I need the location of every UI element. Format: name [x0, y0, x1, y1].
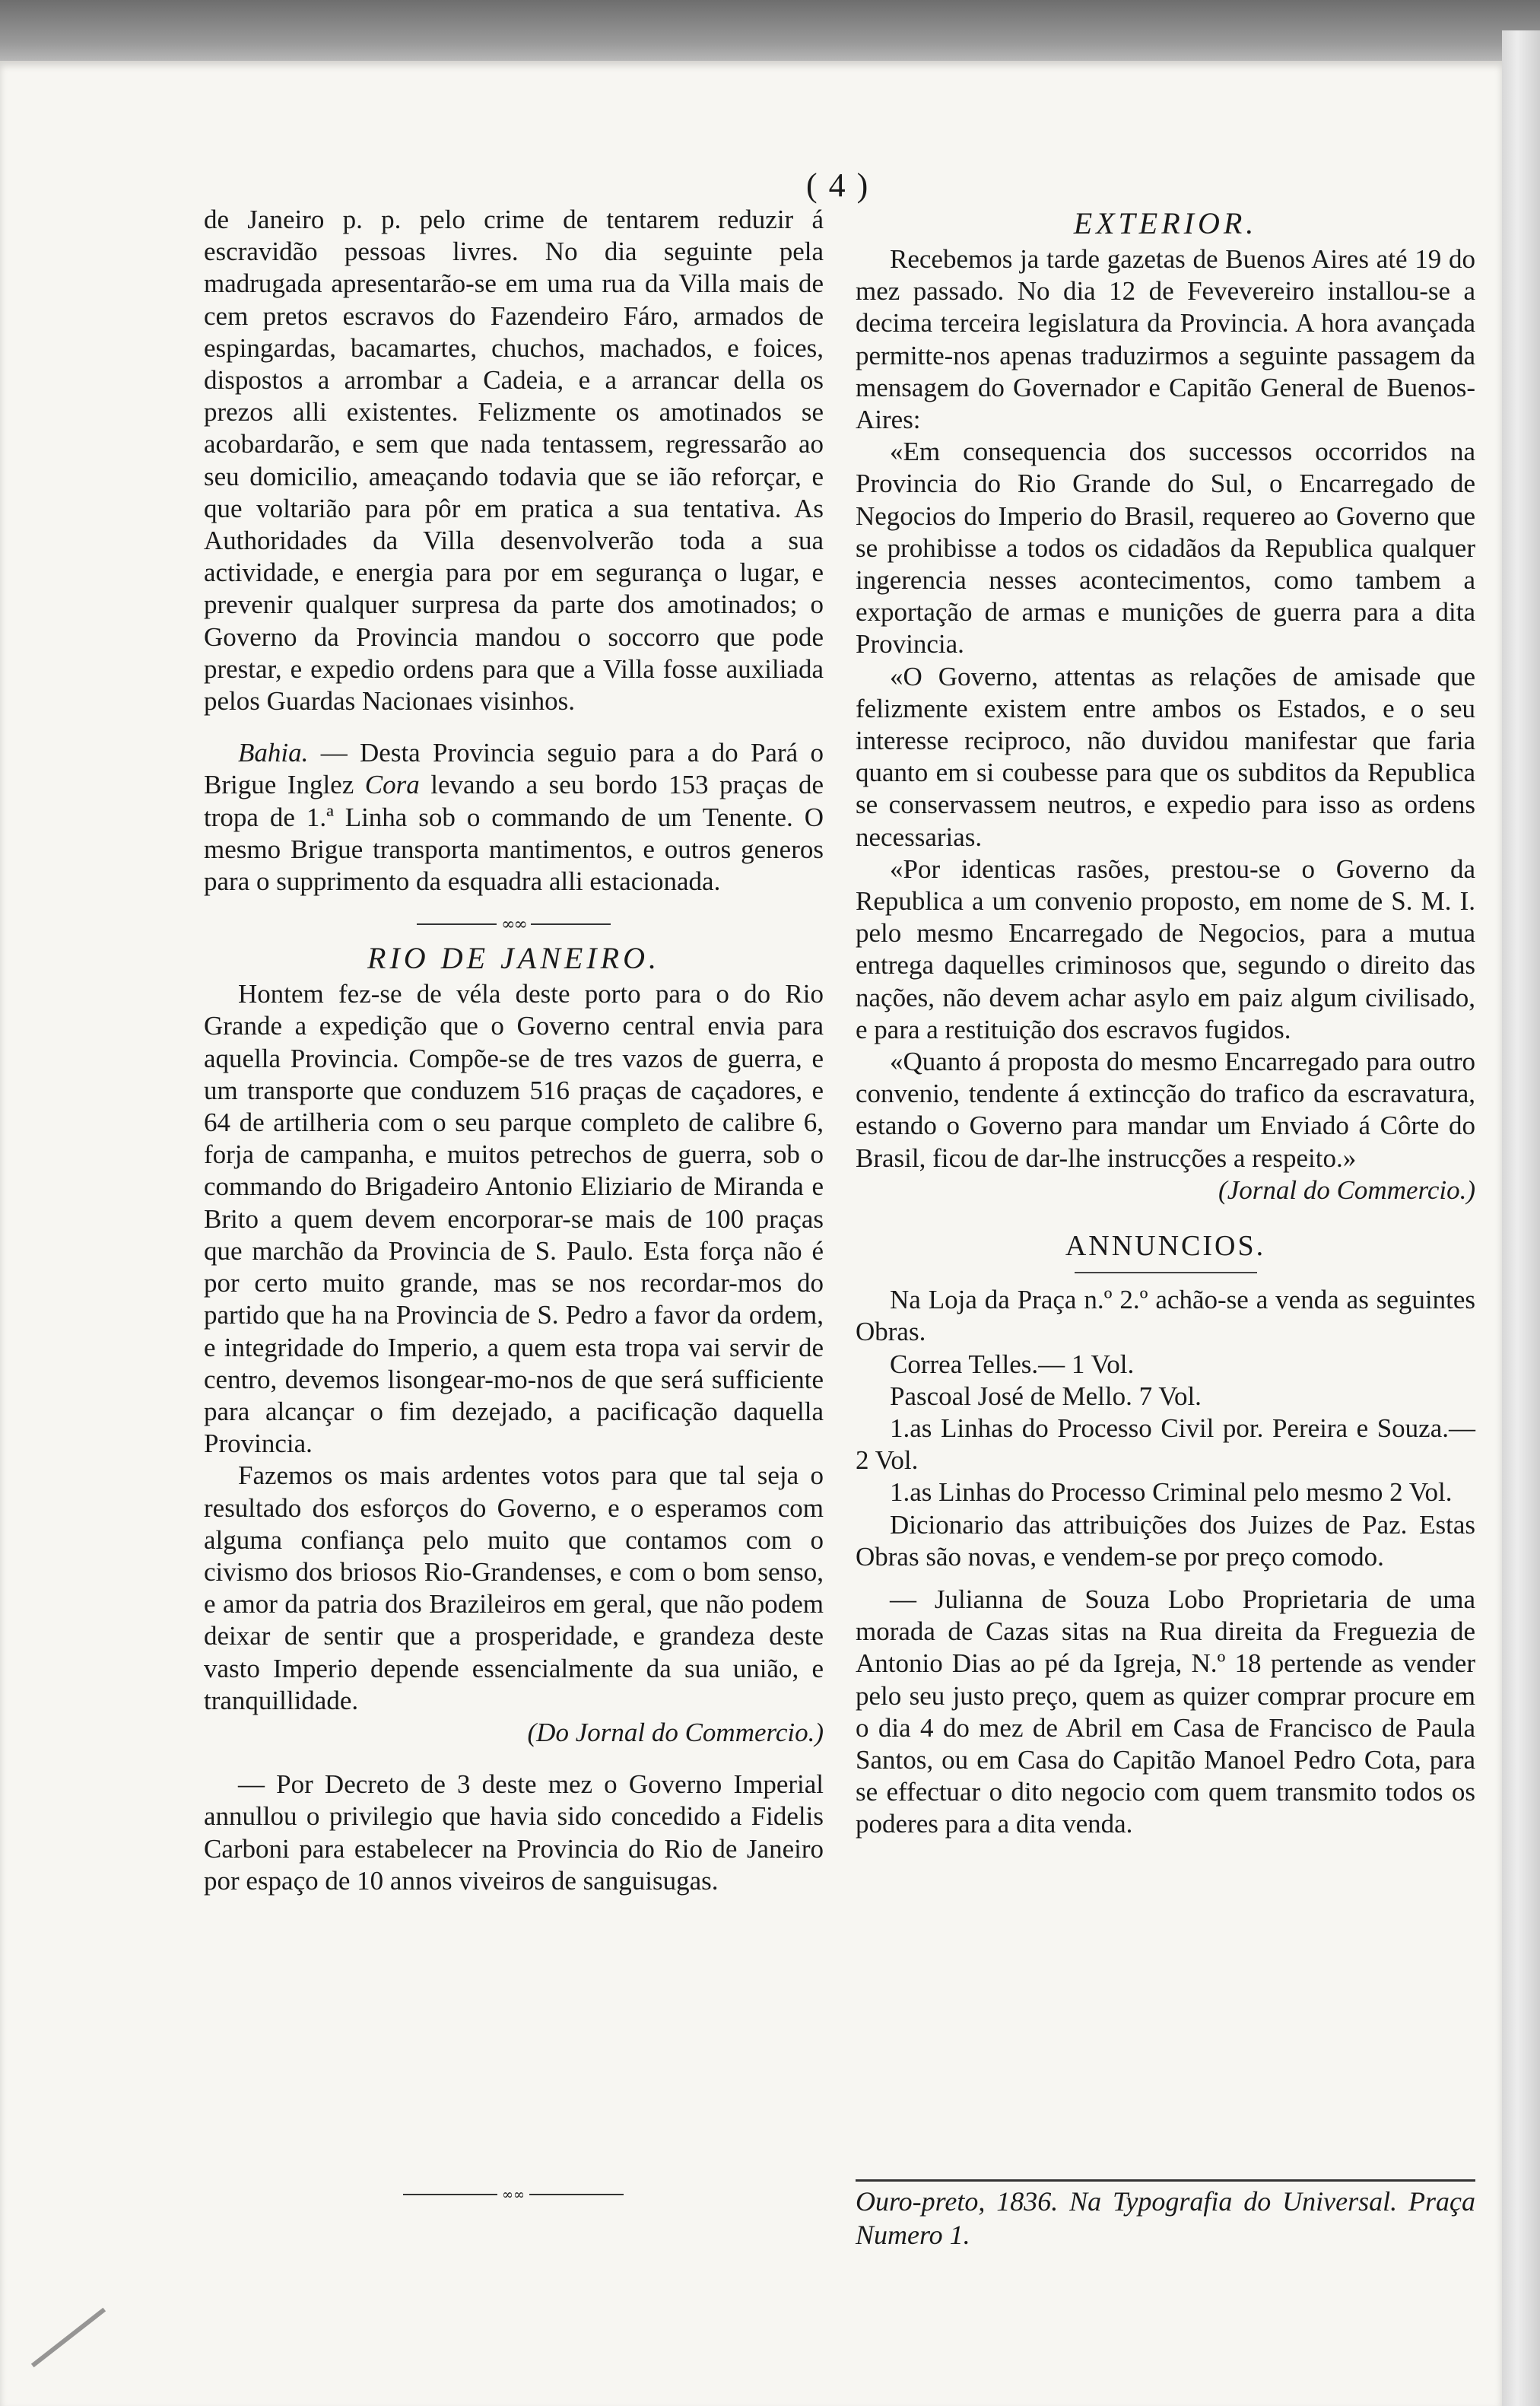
right-column	[856, 204, 1475, 1841]
rio-paragraph-2: Fazemos os mais ardentes votos para que tal seja o resultado dos esforços do Governo, e o esperamos com alguma confiança pelo muito que contamos com o civismo dos briosos Rio-Grandenses, e com o bom senso, e amor da patria dos Brazileiros em geral, que não podem deixar de sentir que a prosperidade, e grandeza deste vasto Imperio depende essencialmente da sua união, e tranquillidade.	[204, 1460, 824, 1715]
imprint: Ouro-preto, 1836. Na Typografia do Universal. Praça Numero 1.	[856, 2186, 1475, 2250]
footer-rule	[856, 2179, 1475, 2182]
annuncio-item: 1.as Linhas do Processo Criminal pelo mesmo 2 Vol.	[890, 1477, 1453, 1508]
annuncio-item: 1.as Linhas do Processo Civil por. Pereira e Souza.— 2 Vol.	[856, 1413, 1475, 1476]
annuncio-item: Pascoal José de Mello. 7 Vol.	[890, 1381, 1202, 1411]
page-number: ( 4 )	[806, 167, 870, 204]
bahia-text-2: levando a seu bordo 153 praças de tropa de 1.ª Linha sob o commando de um Tenente. O mesmo Brigue transporta mantimentos, e outros generos para o supprimento da esquadra alli estacionada.	[204, 770, 824, 897]
annuncio-item: Correa Telles.— 1 Vol.	[890, 1349, 1135, 1379]
exterior-paragraph-1: Recebemos ja tarde gazetas de Buenos Aires até 19 do mez passado. No dia 12 de Fevevereiro installou-se a decima terceira legislatura da Provincia. A hora avançada permitte-nos apenas traduzirmos a seguinte passagem da mensagem do Governador e Capitão General de Buenos-Aires:	[856, 244, 1475, 435]
rio-paragraph-1: Hontem fez-se de véla deste porto para o do Rio Grande a expedição que o Governo central envia para aquella Provincia. Compõe-se de tres vazos de guerra, e um transporte que conduzem 516 praças de caçadores, e 64 de artilheria com o seu parque completo de calibre 6, forja de campanha, e muitos petrechos de guerra, sob o commando do Brigadeiro Antonio Eliziario de Miranda e Brito a quem devem encorporar-se mais de 100 praças que marchão da Provincia de S. Paulo. Esta força não é por certo muito grande, mas se nos recordar-mos do partido que ha na Provincia de S. Pedro a favor da ordem, e integridade do Imperio, a quem esta tropa vai servir de centro, devemos lisongear-mo-nos de que será sufficiente para alcançar o fim dezejado, a pacificação daquella Provincia.	[204, 979, 824, 1459]
scan-right-edge	[1502, 30, 1540, 2406]
annuncios-rule	[1075, 1272, 1257, 1273]
bahia-ship-name: Cora	[364, 770, 420, 800]
exterior-source: (Jornal do Commercio.)	[1218, 1174, 1475, 1205]
rio-heading: RIO DE JANEIRO.	[367, 941, 660, 976]
annuncio-item: Dicionario das attribuições dos Juizes de Paz. Estas Obras são novas, e vendem-se por preço comodo.	[856, 1509, 1475, 1572]
spacer	[204, 717, 824, 737]
julianna-paragraph: — Julianna de Souza Lobo Proprietaria de uma morada de Cazas sitas na Rua direita da Freguezia de Antonio Dias ao pé da Igreja, N.º 18 pertende as vender pelo seu justo preço, quem as quizer comprar procure em o dia 4 do mez de Abril em Casa de Francisco de Paula Santos, ou em Casa do Capitão Manoel Pedro Cota, para se effectuar o dito negocio com quem transmito todos os poderes para a dita venda.	[856, 1584, 1475, 1839]
decree-paragraph: — Por Decreto de 3 deste mez o Governo Imperial annullou o privilegio que havia sido concedido a Fidelis Carboni para estabelecer na Provincia do Rio de Janeiro por espaço de 10 annos viveiros de sanguisugas.	[204, 1769, 824, 1896]
ornament-knot-icon: ∞∞	[502, 2186, 525, 2203]
section-ornament	[204, 913, 824, 936]
bottom-ornament	[403, 2187, 624, 2202]
bahia-paragraph	[204, 737, 824, 898]
intro-paragraph: de Janeiro p. p. pelo crime de tentarem reduzir á escravidão pessoas livres. No dia seguinte pela madrugada apresentarão-se em uma rua da Villa mais de cem pretos escravos do Fazendeiro Fáro, armados de espingardas, bacamartes, chuchos, machados, e foices, dispostos a arrombar a Cadeia, e a arrancar della os prezos alli existentes. Felizmente os amotinados se acobardarão, e sem que nada tentassem, regressarão ao seu domicilio, ameaçando todavia que se ião reforçar, e que voltarião para pôr em pratica a sua tentativa. As Authoridades da Villa desenvolverão toda a sua actividade, e energia para por em segurança o lugar, e prevenir qualquer surpresa da parte dos amotinados; o Governo da Provincia mandou o soccorro que pode prestar, e expedio ordens para que a Villa fosse auxiliada pelos Guardas Nacionaes visinhos.	[204, 205, 824, 717]
annuncios-heading: ANNUNCIOS.	[1065, 1230, 1266, 1263]
spacer	[204, 1749, 824, 1769]
exterior-paragraph-4: «Por identicas rasões, prestou-se o Governo da Republica a um convenio proposto, em nome de S. M. I. pelo mesmo Encarregado de Negocios, para a mutua entrega daquelles criminosos que, segundo o direito das nações, não devem achar asylo em paiz algum civilisado, e para a restituição dos escravos fugidos.	[856, 853, 1475, 1044]
exterior-paragraph-5: «Quanto á proposta do mesmo Encarregado para outro convenio, tendente á extincção do trafico da escravatura, estando o Governo para mandar um Enviado á Côrte do Brasil, ficou de dar-lhe instrucções a respeito.»	[856, 1047, 1475, 1173]
spacer	[856, 1206, 1475, 1226]
annuncios-intro: Na Loja da Praça n.º 2.º achão-se a venda as seguintes Obras.	[856, 1285, 1475, 1347]
exterior-paragraph-3: «O Governo, attentas as relações de amisade que felizmente existem entre ambos os Estados, e o seu interesse reciproco, não duvidou manifestar que faria quanto em si coubesse para que os subditos da Republica se conservassem neutros, e expedio para isso as ordens necessarias.	[856, 661, 1475, 852]
exterior-paragraph-2: «Em consequencia dos successos occorridos na Provincia do Rio Grande do Sul, o Encarregado de Negocios do Imperio do Brasil, requereo ao Governo que se prohibisse a todos os cidadãos da Republica qualquer ingerencia nesses acontecimentos, como tambem a exportação de armas e munições de guerra para a dita Provincia.	[856, 437, 1475, 660]
exterior-heading: EXTERIOR.	[1073, 206, 1258, 240]
bahia-text-1: — Desta Provincia seguio para a do Pará o Brigue Inglez	[204, 738, 824, 800]
bahia-label: Bahia.	[238, 738, 309, 768]
left-column	[204, 204, 824, 1897]
rio-source: (Do Jornal do Commercio.)	[527, 1717, 824, 1747]
ornament-knot-icon: ∞∞	[501, 914, 526, 934]
